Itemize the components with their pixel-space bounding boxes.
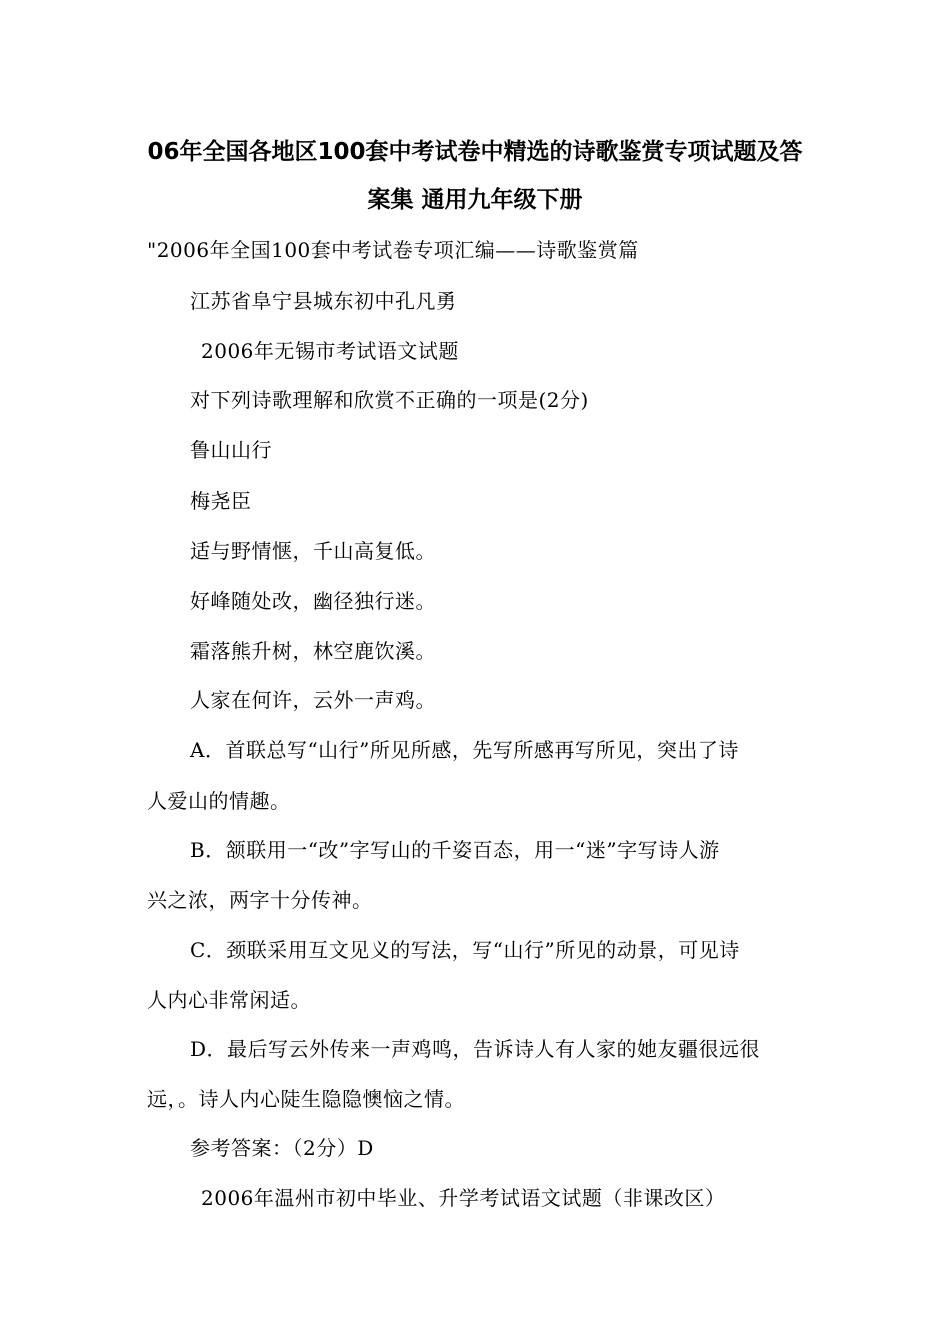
poem-line: 适与野情惬，千山高复低。 (190, 539, 436, 563)
option-b-line-1: B．颔联用一“改”字写山的千姿百态，用一“迷”字写诗人游 (190, 838, 720, 862)
poem-line: 霜落熊升树，林空鹿饮溪。 (190, 639, 436, 663)
author-line: 江苏省阜宁县城东初中孔凡勇 (190, 289, 457, 313)
document-title-line-1: 06年全国各地区100套中考试卷中精选的诗歌鉴赏专项试题及答 (147, 139, 803, 165)
option-b-line-2: 兴之浓，两字十分传神。 (147, 888, 373, 912)
answer-line: 参考答案：（2分）D (190, 1136, 374, 1160)
intro-line: "2006年全国100套中考试卷专项汇编——诗歌鉴赏篇 (147, 238, 639, 262)
document-title-line-2: 案集 通用九年级下册 (367, 187, 583, 213)
option-d-line-2: 远，。诗人内心陡生隐隐懊恼之情。 (147, 1087, 465, 1111)
poem-title: 鲁山山行 (190, 438, 272, 462)
option-c-line-1: C．颈联采用互文见义的写法，写“山行”所见的动景，可见诗 (190, 938, 740, 962)
question-line: 对下列诗歌理解和欣赏不正确的一项是(2分) (190, 388, 589, 412)
option-c-line-2: 人内心非常闲适。 (147, 988, 311, 1012)
option-a-line-1: A．首联总写“山行”所见所感，先写所感再写所见，突出了诗 (190, 738, 739, 762)
poem-line: 人家在何许，云外一声鸡。 (190, 688, 436, 712)
option-a-line-2: 人爱山的情趣。 (147, 789, 291, 813)
poem-author: 梅尧臣 (190, 489, 252, 513)
poem-line: 好峰随处改，幽径独行迷。 (190, 589, 436, 613)
section-heading-wuxi: 2006年无锡市考试语文试题 (201, 339, 459, 363)
section-heading-wenzhou: 2006年温州市初中毕业、升学考试语文试题（非课改区） (201, 1186, 726, 1210)
option-d-line-1: D．最后写云外传来一声鸡鸣，告诉诗人有人家的她友疆很远很 (190, 1037, 761, 1061)
